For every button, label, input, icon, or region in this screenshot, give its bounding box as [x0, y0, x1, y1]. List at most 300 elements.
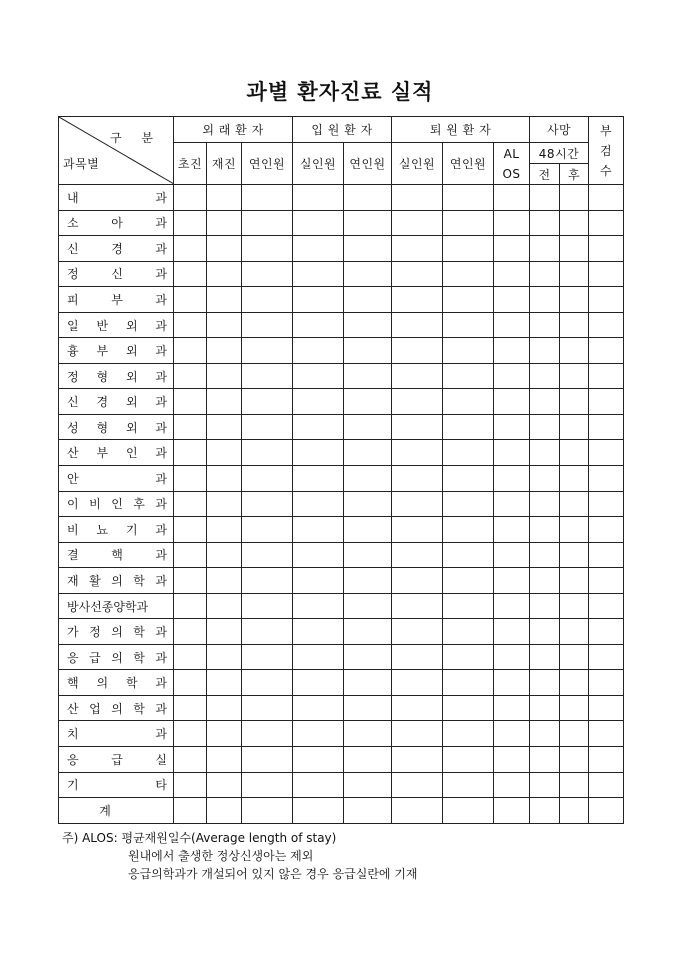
- data-cell[interactable]: [344, 287, 392, 313]
- data-cell[interactable]: [242, 414, 293, 440]
- data-cell[interactable]: [293, 798, 344, 824]
- data-cell[interactable]: [242, 363, 293, 389]
- data-cell[interactable]: [560, 466, 589, 492]
- data-cell[interactable]: [293, 185, 344, 211]
- data-cell[interactable]: [392, 695, 443, 721]
- data-cell[interactable]: [242, 644, 293, 670]
- data-cell[interactable]: [344, 721, 392, 747]
- data-cell[interactable]: [443, 644, 494, 670]
- data-cell[interactable]: [392, 568, 443, 594]
- data-cell[interactable]: [392, 440, 443, 466]
- data-cell[interactable]: [293, 363, 344, 389]
- data-cell[interactable]: [293, 593, 344, 619]
- data-cell[interactable]: [494, 389, 530, 415]
- data-cell[interactable]: [344, 542, 392, 568]
- data-cell[interactable]: [207, 798, 242, 824]
- data-cell[interactable]: [207, 466, 242, 492]
- data-cell[interactable]: [589, 414, 624, 440]
- data-cell[interactable]: [242, 542, 293, 568]
- data-cell[interactable]: [494, 542, 530, 568]
- data-cell[interactable]: [443, 721, 494, 747]
- data-cell[interactable]: [293, 568, 344, 594]
- data-cell[interactable]: [392, 670, 443, 696]
- data-cell[interactable]: [392, 491, 443, 517]
- data-cell[interactable]: [293, 747, 344, 773]
- data-cell[interactable]: [560, 236, 589, 262]
- data-cell[interactable]: [443, 185, 494, 211]
- data-cell[interactable]: [494, 287, 530, 313]
- data-cell[interactable]: [494, 593, 530, 619]
- data-cell[interactable]: [344, 644, 392, 670]
- department-name: 산 업 의 학 과: [67, 701, 167, 716]
- data-cell[interactable]: [207, 312, 242, 338]
- data-cell[interactable]: [494, 619, 530, 645]
- data-cell[interactable]: [174, 670, 207, 696]
- data-cell[interactable]: [530, 593, 560, 619]
- data-cell[interactable]: [344, 363, 392, 389]
- data-cell[interactable]: [242, 185, 293, 211]
- data-cell[interactable]: [589, 568, 624, 594]
- data-cell[interactable]: [344, 695, 392, 721]
- data-cell[interactable]: [530, 798, 560, 824]
- data-cell[interactable]: [344, 619, 392, 645]
- data-cell[interactable]: [494, 312, 530, 338]
- data-cell[interactable]: [293, 644, 344, 670]
- data-cell[interactable]: [560, 389, 589, 415]
- data-cell[interactable]: [174, 747, 207, 773]
- data-cell[interactable]: [560, 363, 589, 389]
- data-cell[interactable]: [494, 363, 530, 389]
- data-cell[interactable]: [242, 798, 293, 824]
- data-cell[interactable]: [560, 440, 589, 466]
- data-cell[interactable]: [344, 798, 392, 824]
- data-cell[interactable]: [344, 261, 392, 287]
- data-cell[interactable]: [242, 210, 293, 236]
- data-cell[interactable]: [392, 414, 443, 440]
- data-cell[interactable]: [589, 798, 624, 824]
- table-row: [59, 593, 624, 619]
- data-cell[interactable]: [530, 772, 560, 798]
- data-cell[interactable]: [589, 466, 624, 492]
- data-cell[interactable]: [293, 670, 344, 696]
- data-cell[interactable]: [589, 695, 624, 721]
- data-cell[interactable]: [560, 568, 589, 594]
- data-cell[interactable]: [443, 210, 494, 236]
- data-cell[interactable]: [392, 236, 443, 262]
- data-cell[interactable]: [560, 517, 589, 543]
- data-cell[interactable]: [174, 466, 207, 492]
- data-cell[interactable]: [443, 747, 494, 773]
- data-cell[interactable]: [494, 721, 530, 747]
- statistics-table: [58, 116, 624, 824]
- data-cell[interactable]: [530, 338, 560, 364]
- data-cell[interactable]: [293, 491, 344, 517]
- data-cell[interactable]: [443, 772, 494, 798]
- data-cell[interactable]: [392, 338, 443, 364]
- data-cell[interactable]: [174, 414, 207, 440]
- data-cell[interactable]: [392, 517, 443, 543]
- data-cell[interactable]: [174, 312, 207, 338]
- data-cell[interactable]: [530, 414, 560, 440]
- department-name-cell: [59, 338, 174, 364]
- data-cell[interactable]: [530, 721, 560, 747]
- data-cell[interactable]: [560, 670, 589, 696]
- data-cell[interactable]: [443, 236, 494, 262]
- data-cell[interactable]: [174, 517, 207, 543]
- footnotes: [62, 829, 418, 883]
- data-cell[interactable]: [293, 440, 344, 466]
- data-cell[interactable]: [530, 542, 560, 568]
- data-cell[interactable]: [560, 593, 589, 619]
- data-cell[interactable]: [443, 695, 494, 721]
- data-cell[interactable]: [174, 798, 207, 824]
- data-cell[interactable]: [392, 747, 443, 773]
- data-cell[interactable]: [530, 670, 560, 696]
- data-cell[interactable]: [494, 517, 530, 543]
- data-cell[interactable]: [530, 747, 560, 773]
- data-cell[interactable]: [560, 772, 589, 798]
- data-cell[interactable]: [174, 338, 207, 364]
- data-cell[interactable]: [242, 261, 293, 287]
- data-cell[interactable]: [293, 772, 344, 798]
- data-cell[interactable]: [494, 747, 530, 773]
- data-cell[interactable]: [344, 236, 392, 262]
- data-cell[interactable]: [530, 185, 560, 211]
- data-cell[interactable]: [344, 466, 392, 492]
- data-cell[interactable]: [344, 517, 392, 543]
- data-cell[interactable]: [174, 185, 207, 211]
- data-cell[interactable]: [392, 798, 443, 824]
- data-cell[interactable]: [207, 747, 242, 773]
- alos-label: ALOS: [502, 146, 521, 181]
- data-cell[interactable]: [207, 363, 242, 389]
- department-name-cell: [59, 210, 174, 236]
- data-cell[interactable]: [293, 695, 344, 721]
- data-cell[interactable]: [207, 491, 242, 517]
- data-cell[interactable]: [589, 491, 624, 517]
- data-cell[interactable]: [560, 210, 589, 236]
- data-cell[interactable]: [174, 542, 207, 568]
- data-cell[interactable]: [589, 338, 624, 364]
- data-cell[interactable]: [242, 440, 293, 466]
- data-cell[interactable]: [589, 363, 624, 389]
- data-cell[interactable]: [293, 466, 344, 492]
- department-name-cell: [59, 363, 174, 389]
- data-cell[interactable]: [174, 695, 207, 721]
- data-cell[interactable]: [207, 287, 242, 313]
- data-cell[interactable]: [344, 414, 392, 440]
- data-cell[interactable]: [293, 312, 344, 338]
- data-cell[interactable]: [242, 312, 293, 338]
- data-cell[interactable]: [589, 236, 624, 262]
- data-cell[interactable]: [242, 491, 293, 517]
- data-cell[interactable]: [174, 363, 207, 389]
- data-cell[interactable]: [589, 747, 624, 773]
- data-cell[interactable]: [242, 466, 293, 492]
- data-cell[interactable]: [174, 772, 207, 798]
- data-cell[interactable]: [344, 312, 392, 338]
- data-cell[interactable]: [443, 389, 494, 415]
- data-cell[interactable]: [392, 185, 443, 211]
- data-cell[interactable]: [174, 210, 207, 236]
- data-cell[interactable]: [392, 721, 443, 747]
- data-cell[interactable]: [443, 338, 494, 364]
- data-cell[interactable]: [174, 619, 207, 645]
- inpatient-header: 입 원 환 자: [293, 117, 392, 143]
- autopsy-header: [589, 117, 624, 185]
- data-cell[interactable]: [589, 287, 624, 313]
- department-name-cell: [59, 287, 174, 313]
- data-cell[interactable]: [242, 619, 293, 645]
- data-cell[interactable]: [174, 261, 207, 287]
- data-cell[interactable]: [242, 747, 293, 773]
- data-cell[interactable]: [344, 389, 392, 415]
- data-cell[interactable]: [174, 721, 207, 747]
- department-name: 신 경 외 과: [67, 395, 167, 410]
- data-cell[interactable]: [589, 619, 624, 645]
- data-cell[interactable]: [494, 644, 530, 670]
- data-cell[interactable]: [530, 466, 560, 492]
- data-cell[interactable]: [392, 312, 443, 338]
- data-cell[interactable]: [242, 695, 293, 721]
- data-cell[interactable]: [494, 466, 530, 492]
- data-cell[interactable]: [293, 287, 344, 313]
- data-cell[interactable]: [242, 721, 293, 747]
- data-cell[interactable]: [242, 517, 293, 543]
- data-cell[interactable]: [443, 593, 494, 619]
- data-cell[interactable]: [344, 568, 392, 594]
- data-cell[interactable]: [494, 261, 530, 287]
- data-cell[interactable]: [589, 542, 624, 568]
- data-cell[interactable]: [560, 185, 589, 211]
- data-cell[interactable]: [207, 644, 242, 670]
- data-cell[interactable]: [207, 542, 242, 568]
- table-row: [59, 185, 624, 211]
- data-cell[interactable]: [560, 491, 589, 517]
- data-cell[interactable]: [589, 261, 624, 287]
- data-cell[interactable]: [494, 798, 530, 824]
- data-cell[interactable]: [443, 440, 494, 466]
- data-cell[interactable]: [344, 440, 392, 466]
- data-cell[interactable]: [293, 236, 344, 262]
- data-cell[interactable]: [344, 670, 392, 696]
- data-cell[interactable]: [560, 695, 589, 721]
- data-cell[interactable]: [392, 542, 443, 568]
- data-cell[interactable]: [530, 440, 560, 466]
- hours48-header: 48시간: [530, 143, 589, 164]
- data-cell[interactable]: [392, 593, 443, 619]
- data-cell[interactable]: [443, 517, 494, 543]
- data-cell[interactable]: [494, 695, 530, 721]
- data-cell[interactable]: [242, 670, 293, 696]
- data-cell[interactable]: [293, 721, 344, 747]
- data-cell[interactable]: [207, 568, 242, 594]
- data-cell[interactable]: [589, 389, 624, 415]
- data-cell[interactable]: [589, 185, 624, 211]
- data-cell[interactable]: [443, 568, 494, 594]
- data-cell[interactable]: [207, 593, 242, 619]
- data-cell[interactable]: [589, 772, 624, 798]
- data-cell[interactable]: [293, 414, 344, 440]
- data-cell[interactable]: [242, 236, 293, 262]
- data-cell[interactable]: [293, 619, 344, 645]
- data-cell[interactable]: [174, 644, 207, 670]
- data-cell[interactable]: [344, 491, 392, 517]
- data-cell[interactable]: [494, 670, 530, 696]
- data-cell[interactable]: [207, 414, 242, 440]
- data-cell[interactable]: [392, 210, 443, 236]
- data-cell[interactable]: [443, 542, 494, 568]
- table-row: [59, 312, 624, 338]
- data-cell[interactable]: [530, 517, 560, 543]
- note-emergency: 응급의학과가 개설되어 있지 않은 경우 응급실란에 기재: [128, 867, 418, 881]
- data-cell[interactable]: [443, 312, 494, 338]
- data-cell[interactable]: [207, 695, 242, 721]
- data-cell[interactable]: [530, 261, 560, 287]
- data-cell[interactable]: [560, 542, 589, 568]
- data-cell[interactable]: [494, 414, 530, 440]
- data-cell[interactable]: [494, 185, 530, 211]
- data-cell[interactable]: [174, 389, 207, 415]
- data-cell[interactable]: [560, 261, 589, 287]
- data-cell[interactable]: [560, 338, 589, 364]
- department-name: 정 형 외 과: [67, 369, 167, 384]
- data-cell[interactable]: [242, 568, 293, 594]
- data-cell[interactable]: [174, 287, 207, 313]
- data-cell[interactable]: [530, 695, 560, 721]
- department-name: 정 신 과: [67, 267, 167, 282]
- data-cell[interactable]: [392, 619, 443, 645]
- data-cell[interactable]: [293, 542, 344, 568]
- data-cell[interactable]: [494, 210, 530, 236]
- data-cell[interactable]: [293, 338, 344, 364]
- department-name: 방사선종양학과: [67, 599, 149, 614]
- table-row: [59, 670, 624, 696]
- data-cell[interactable]: [560, 644, 589, 670]
- data-cell[interactable]: [174, 236, 207, 262]
- data-cell[interactable]: [589, 593, 624, 619]
- data-cell[interactable]: [443, 261, 494, 287]
- data-cell[interactable]: [344, 185, 392, 211]
- data-cell[interactable]: [344, 747, 392, 773]
- data-cell[interactable]: [530, 644, 560, 670]
- data-cell[interactable]: [589, 670, 624, 696]
- data-cell[interactable]: [589, 312, 624, 338]
- data-cell[interactable]: [392, 287, 443, 313]
- department-name-cell: [59, 747, 174, 773]
- data-cell[interactable]: [443, 670, 494, 696]
- data-cell[interactable]: [560, 619, 589, 645]
- data-cell[interactable]: [589, 517, 624, 543]
- data-cell[interactable]: [443, 414, 494, 440]
- data-cell[interactable]: [392, 644, 443, 670]
- data-cell[interactable]: [293, 261, 344, 287]
- data-cell[interactable]: [174, 593, 207, 619]
- data-cell[interactable]: [207, 440, 242, 466]
- data-cell[interactable]: [530, 363, 560, 389]
- department-name-cell: [59, 185, 174, 211]
- data-cell[interactable]: [560, 287, 589, 313]
- data-cell[interactable]: [344, 772, 392, 798]
- data-cell[interactable]: [443, 798, 494, 824]
- data-cell[interactable]: [392, 363, 443, 389]
- data-cell[interactable]: [207, 185, 242, 211]
- data-cell[interactable]: [392, 466, 443, 492]
- data-cell[interactable]: [443, 619, 494, 645]
- data-cell[interactable]: [344, 338, 392, 364]
- data-cell[interactable]: [560, 721, 589, 747]
- data-cell[interactable]: [207, 670, 242, 696]
- data-cell[interactable]: [443, 491, 494, 517]
- data-cell[interactable]: [344, 593, 392, 619]
- data-cell[interactable]: [242, 593, 293, 619]
- data-cell[interactable]: [174, 491, 207, 517]
- data-cell[interactable]: [494, 236, 530, 262]
- data-cell[interactable]: [392, 389, 443, 415]
- data-cell[interactable]: [560, 312, 589, 338]
- data-cell[interactable]: [589, 644, 624, 670]
- data-cell[interactable]: [494, 772, 530, 798]
- data-cell[interactable]: [207, 517, 242, 543]
- data-cell[interactable]: [207, 772, 242, 798]
- data-cell[interactable]: [530, 389, 560, 415]
- data-cell[interactable]: [530, 568, 560, 594]
- data-cell[interactable]: [242, 338, 293, 364]
- data-cell[interactable]: [589, 210, 624, 236]
- data-cell[interactable]: [530, 312, 560, 338]
- data-cell[interactable]: [392, 772, 443, 798]
- data-cell[interactable]: [207, 619, 242, 645]
- department-name-cell: [59, 593, 174, 619]
- data-cell[interactable]: [207, 261, 242, 287]
- data-cell[interactable]: [293, 210, 344, 236]
- data-cell[interactable]: [207, 721, 242, 747]
- data-cell[interactable]: [560, 798, 589, 824]
- table-row: [59, 491, 624, 517]
- data-cell[interactable]: [494, 568, 530, 594]
- data-cell[interactable]: [589, 440, 624, 466]
- data-cell[interactable]: [207, 210, 242, 236]
- data-cell[interactable]: [530, 236, 560, 262]
- data-cell[interactable]: [174, 440, 207, 466]
- data-cell[interactable]: [530, 210, 560, 236]
- data-cell[interactable]: [443, 287, 494, 313]
- data-cell[interactable]: [589, 721, 624, 747]
- data-cell[interactable]: [242, 287, 293, 313]
- table-row: [59, 440, 624, 466]
- data-cell[interactable]: [443, 466, 494, 492]
- data-cell[interactable]: [207, 236, 242, 262]
- data-cell[interactable]: [443, 363, 494, 389]
- data-cell[interactable]: [242, 389, 293, 415]
- data-cell[interactable]: [560, 414, 589, 440]
- data-cell[interactable]: [207, 338, 242, 364]
- data-cell[interactable]: [560, 747, 589, 773]
- data-cell[interactable]: [242, 772, 293, 798]
- data-cell[interactable]: [530, 491, 560, 517]
- data-cell[interactable]: [293, 517, 344, 543]
- data-cell[interactable]: [530, 287, 560, 313]
- data-cell[interactable]: [207, 389, 242, 415]
- data-cell[interactable]: [530, 619, 560, 645]
- data-cell[interactable]: [344, 210, 392, 236]
- data-cell[interactable]: [494, 338, 530, 364]
- data-cell[interactable]: [293, 389, 344, 415]
- data-cell[interactable]: [494, 491, 530, 517]
- data-cell[interactable]: [174, 568, 207, 594]
- data-cell[interactable]: [392, 261, 443, 287]
- data-cell[interactable]: [494, 440, 530, 466]
